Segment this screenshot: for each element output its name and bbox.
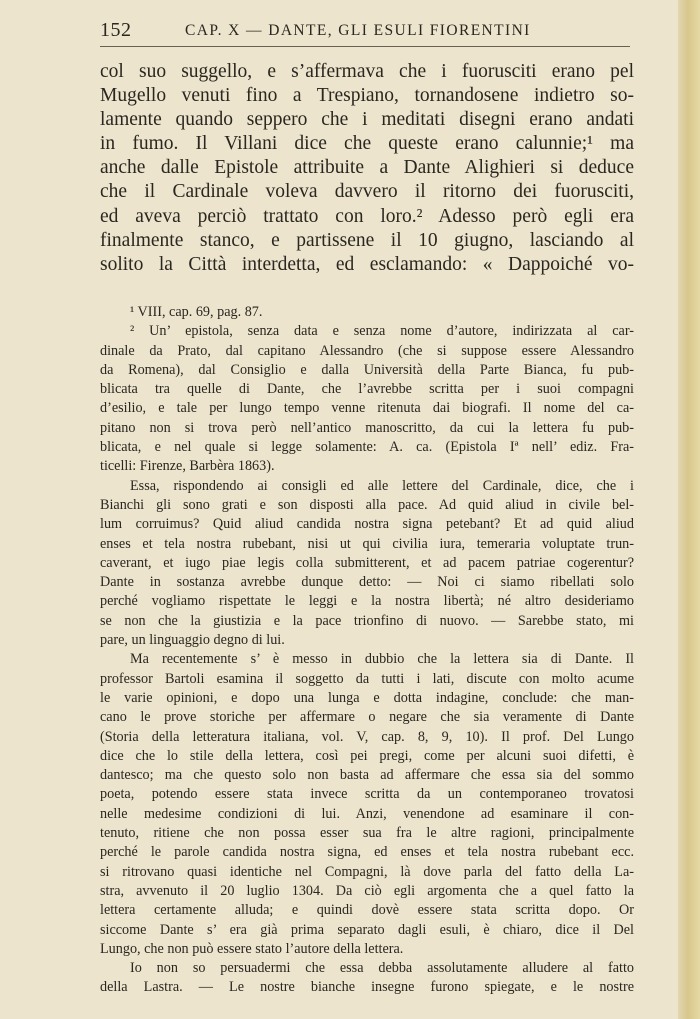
footnote-line: da Romena), dal Consiglio e dalla Università della Parte Bianca, fu pub- [100, 361, 634, 378]
footnote-line: d’esilio, e tale per lungo tempo venne ritenuta dai biografi. Il nome del ca- [100, 400, 634, 417]
footnotes [100, 303, 634, 998]
body-line: in fumo. Il Villani dice che queste erano calunnie;¹ ma [100, 133, 634, 155]
footnote-line: se non che la giustizia e la pace trionfino di nuovo. — Sarebbe stato, mi [100, 612, 634, 629]
footnote-line: enses et tela nostra rubebant, nisi ut qui civilia iura, temeraria voluptate trun- [100, 535, 634, 552]
footnote-line: pitano non si trova però nell’antico manoscritto, da cui la lettera fu pub- [100, 419, 634, 436]
footnote-line: ¹ VIII, cap. 69, pag. 87. [130, 304, 263, 320]
footnote-line: perché vogliamo rispettate le leggi e la nostra libertà; né altro desideriamo [100, 593, 634, 610]
body-line: ed aveva perciò trattato con loro.² Adesso però egli era [100, 205, 634, 227]
footnote-line: dice che lo stile della lettera, così pei pregi, come per alcuni suoi difetti, è [100, 747, 634, 764]
page-edge [678, 0, 700, 1019]
footnote-line: siccome Dante s’ era già prima separato dagli esuli, è chiaro, dice il Del [100, 921, 634, 938]
footnote-line: professor Bartoli esamina il soggetto da tutti i lati, discute con molto acume [100, 670, 634, 687]
footnote-line: perché le parole candida nostra signa, ed enses et tela nostra rubebant ecc. [100, 844, 634, 861]
footnote-line: Bianchi gli sono grati e son disposti alla pace. Ad quid aliud in civile bel- [100, 496, 634, 513]
body-line: anche dalle Epistole attribuite a Dante Alighieri si deduce [100, 157, 634, 179]
footnote-line: Essa, rispondendo ai consigli ed alle lettere del Cardinale, dice, che i [130, 477, 634, 494]
footnote-line: ² Un’ epistola, senza data e senza nome d’autore, indirizzata al car- [130, 323, 634, 340]
footnote-line: blicata tra quelle di Dante, che l’avrebbe scritta per i suoi compagni [100, 381, 634, 398]
footnote-line: lettera certamente alluda; e quindi dovè essere stata scritta dopo. Or [100, 902, 634, 919]
footnote-line: le varie opinioni, e dopo una lunga e dotta indagine, conclude: che man- [100, 689, 634, 706]
footnote-line: Lungo, che non può essere stato l’autore della lettera. [100, 940, 404, 957]
footnote-line: Io non so persuadermi che essa debba assolutamente alludere al fatto [130, 960, 634, 977]
main-text [100, 60, 634, 277]
footnote-line: tenuto, ritiene che non possa esser sua fra le altre ragioni, principalmente [100, 825, 634, 842]
footnote-line: nelle medesime condizioni di lui. Anzi, venendone ad esaminare il con- [100, 805, 634, 822]
footnote-line: blicata, e nel quale si legge solamente: A. ca. (Epistola Iª nell’ ediz. Fra- [100, 439, 634, 456]
footnote-line: ticelli: Firenze, Barbèra 1863). [100, 458, 275, 475]
page-header [100, 19, 635, 45]
footnote-line: dantesco; ma che questo solo non basta ad affermare che essa sia del sommo [100, 767, 634, 784]
footnote-line: (Storia della letteratura italiana, vol. V, cap. 8, 9, 10). Il prof. Del Lungo [100, 728, 634, 745]
footnote-line: Ma recentemente s’ è messo in dubbio che la lettera sia di Dante. Il [130, 651, 634, 668]
page-number: 152 [100, 19, 132, 41]
body-line: col suo suggello, e s’affermava che i fuorusciti erano pel [100, 61, 634, 82]
body-line: solito la Città interdetta, ed esclamando: « Dappoiché vo- [100, 253, 634, 275]
footnote-line: dinale da Prato, dal capitano Alessandro (che si suppose essere Alessandro [100, 342, 634, 359]
footnote-line: stra, avvenuto il 20 luglio 1304. Da ciò egli argomenta che a quel fatto la [100, 882, 634, 899]
footnote-line: caverant, et iugo piae legis colla submitterent, et ad pacem patriae cogerentur? [100, 554, 634, 571]
footnote-line: lum corruimus? Quid aliud candida nostra signa petebant? Et ad quid aliud [100, 516, 634, 533]
footnote-line: Dante in sostanza avrebbe dunque detto: — Noi ci siamo ribellati solo [100, 574, 634, 591]
footnote-line: della Lastra. — Le nostre bianche insegne furono spiegate, e le nostre [100, 979, 634, 996]
body-line: che il Cardinale voleva davvero il ritorno dei fuorusciti, [100, 181, 634, 203]
body-line: Mugello venuti fino a Trespiano, tornandosene indietro so- [100, 85, 634, 107]
header-rule [100, 46, 630, 47]
footnote-line: cano le prove storiche per affermare o negare che sia veramente di Dante [100, 709, 634, 726]
body-line: lamente quando seppero che i meditati disegni erano andati [100, 109, 634, 131]
body-line: finalmente stanco, e partissene il 10 giugno, lasciando al [100, 229, 634, 251]
footnote-line: pare, un linguaggio degno di lui. [100, 632, 285, 649]
footnote-line: si ritrovano quasi identiche nel Compagni, là dove parla del fatto della La- [100, 863, 634, 880]
footnote-line: poeta, potendo essere stata invece scritta da un contemporaneo trovatosi [100, 786, 634, 803]
running-head: CAP. X — DANTE, GLI ESULI FIORENTINI [185, 22, 531, 39]
